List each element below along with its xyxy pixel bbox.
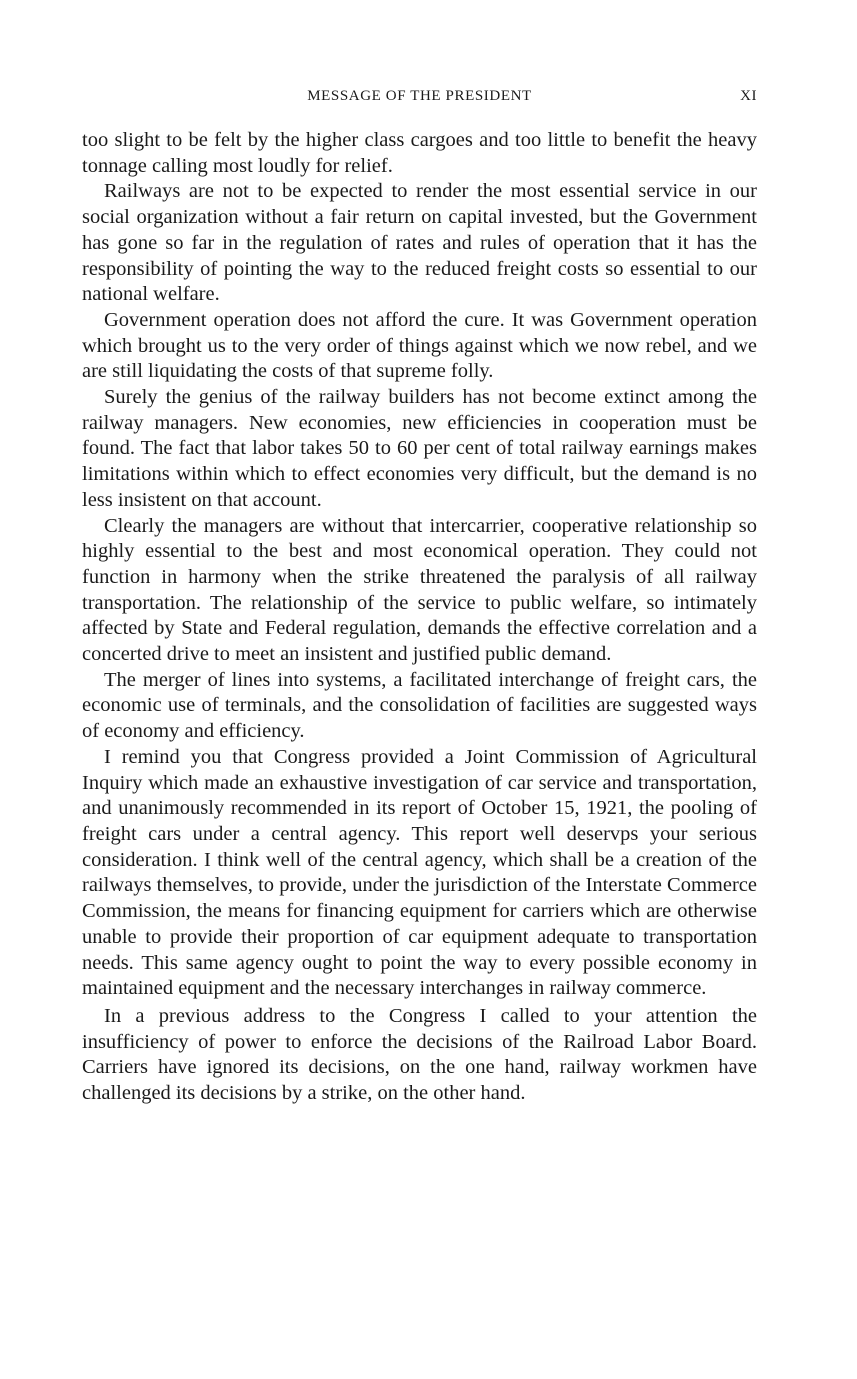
paragraph-merger-of-lines: The merger of lines into systems, a facilitated interchange of freight cars, the economic use of terminals, and the consolidation of facilities are suggested ways of economy and efficiency. — [82, 668, 757, 743]
paragraph-continued: too slight to be felt by the higher class cargoes and too little to benefit the heavy tonnage calling most loudly for relief. — [82, 129, 757, 177]
paragraph-railway-builders: Surely the genius of the railway builders has not become extinct among the railway managers. New economies, new efficiencies in cooperation must be found. The fact that labor takes 50 to 60 per cent of total railway earnings makes limitations within which to effect economies very difficult, but the demand is no less insistent on that account. — [82, 386, 757, 511]
paragraph-government-operation: Government operation does not afford the cure. It was Government operation which brought us to the very order of things against which we now rebel, and we are still liquidating the costs of that supreme folly. — [82, 308, 757, 383]
document-page — [82, 86, 757, 1107]
page-number: XI — [740, 88, 757, 104]
paragraph-railways-return: Railways are not to be expected to render the most essential service in our social organization without a fair return on capital invested, but the Government has gone so far in the regulation of rates and rules of operation that it has the responsibility of pointing the way to the reduced freight costs so essential to our national welfare. — [82, 180, 757, 306]
paragraph-managers-cooperation: Clearly the managers are without that intercarrier, cooperative relationship so highly essential to the best and most economical operation. They could not function in harmony when the strike threatened the paralysis of all railway transportation. The relationship of the service to public welfare, so intimately affected by State and Federal regulation, demands the effective correlation and a concerted drive to meet an insistent and justified public demand. — [82, 514, 757, 666]
paragraph-labor-board: In a previous address to the Congress I called to your attention the insufficiency of power to enforce the decisions of the Railroad Labor Board. Carriers have ignored its decisions, on the one hand, railway workmen have challenged its decisions by a strike, on the other hand. — [82, 1004, 757, 1105]
body-text — [82, 128, 757, 1107]
paragraph-joint-commission: I remind you that Congress provided a Joint Commission of Agricultural Inquiry which made an exhaustive investigation of car service and transportation, and unanimously recommended in its report of October 15, 1921, the pooling of freight cars under a central agency. This report well deservps your serious consideration. I think well of the central agency, which shall be a creation of the railways themselves, to provide, under the jurisdiction of the Interstate Commerce Commission, the means for financing equipment for carriers which are otherwise unable to provide their proportion of car equipment adequate to transportation needs. This same agency ought to point the way to every possible economy in maintained equipment and the necessary interchanges in railway commerce. — [82, 745, 757, 1000]
running-header — [82, 86, 757, 112]
page-title: MESSAGE OF THE PRESIDENT — [307, 88, 532, 104]
